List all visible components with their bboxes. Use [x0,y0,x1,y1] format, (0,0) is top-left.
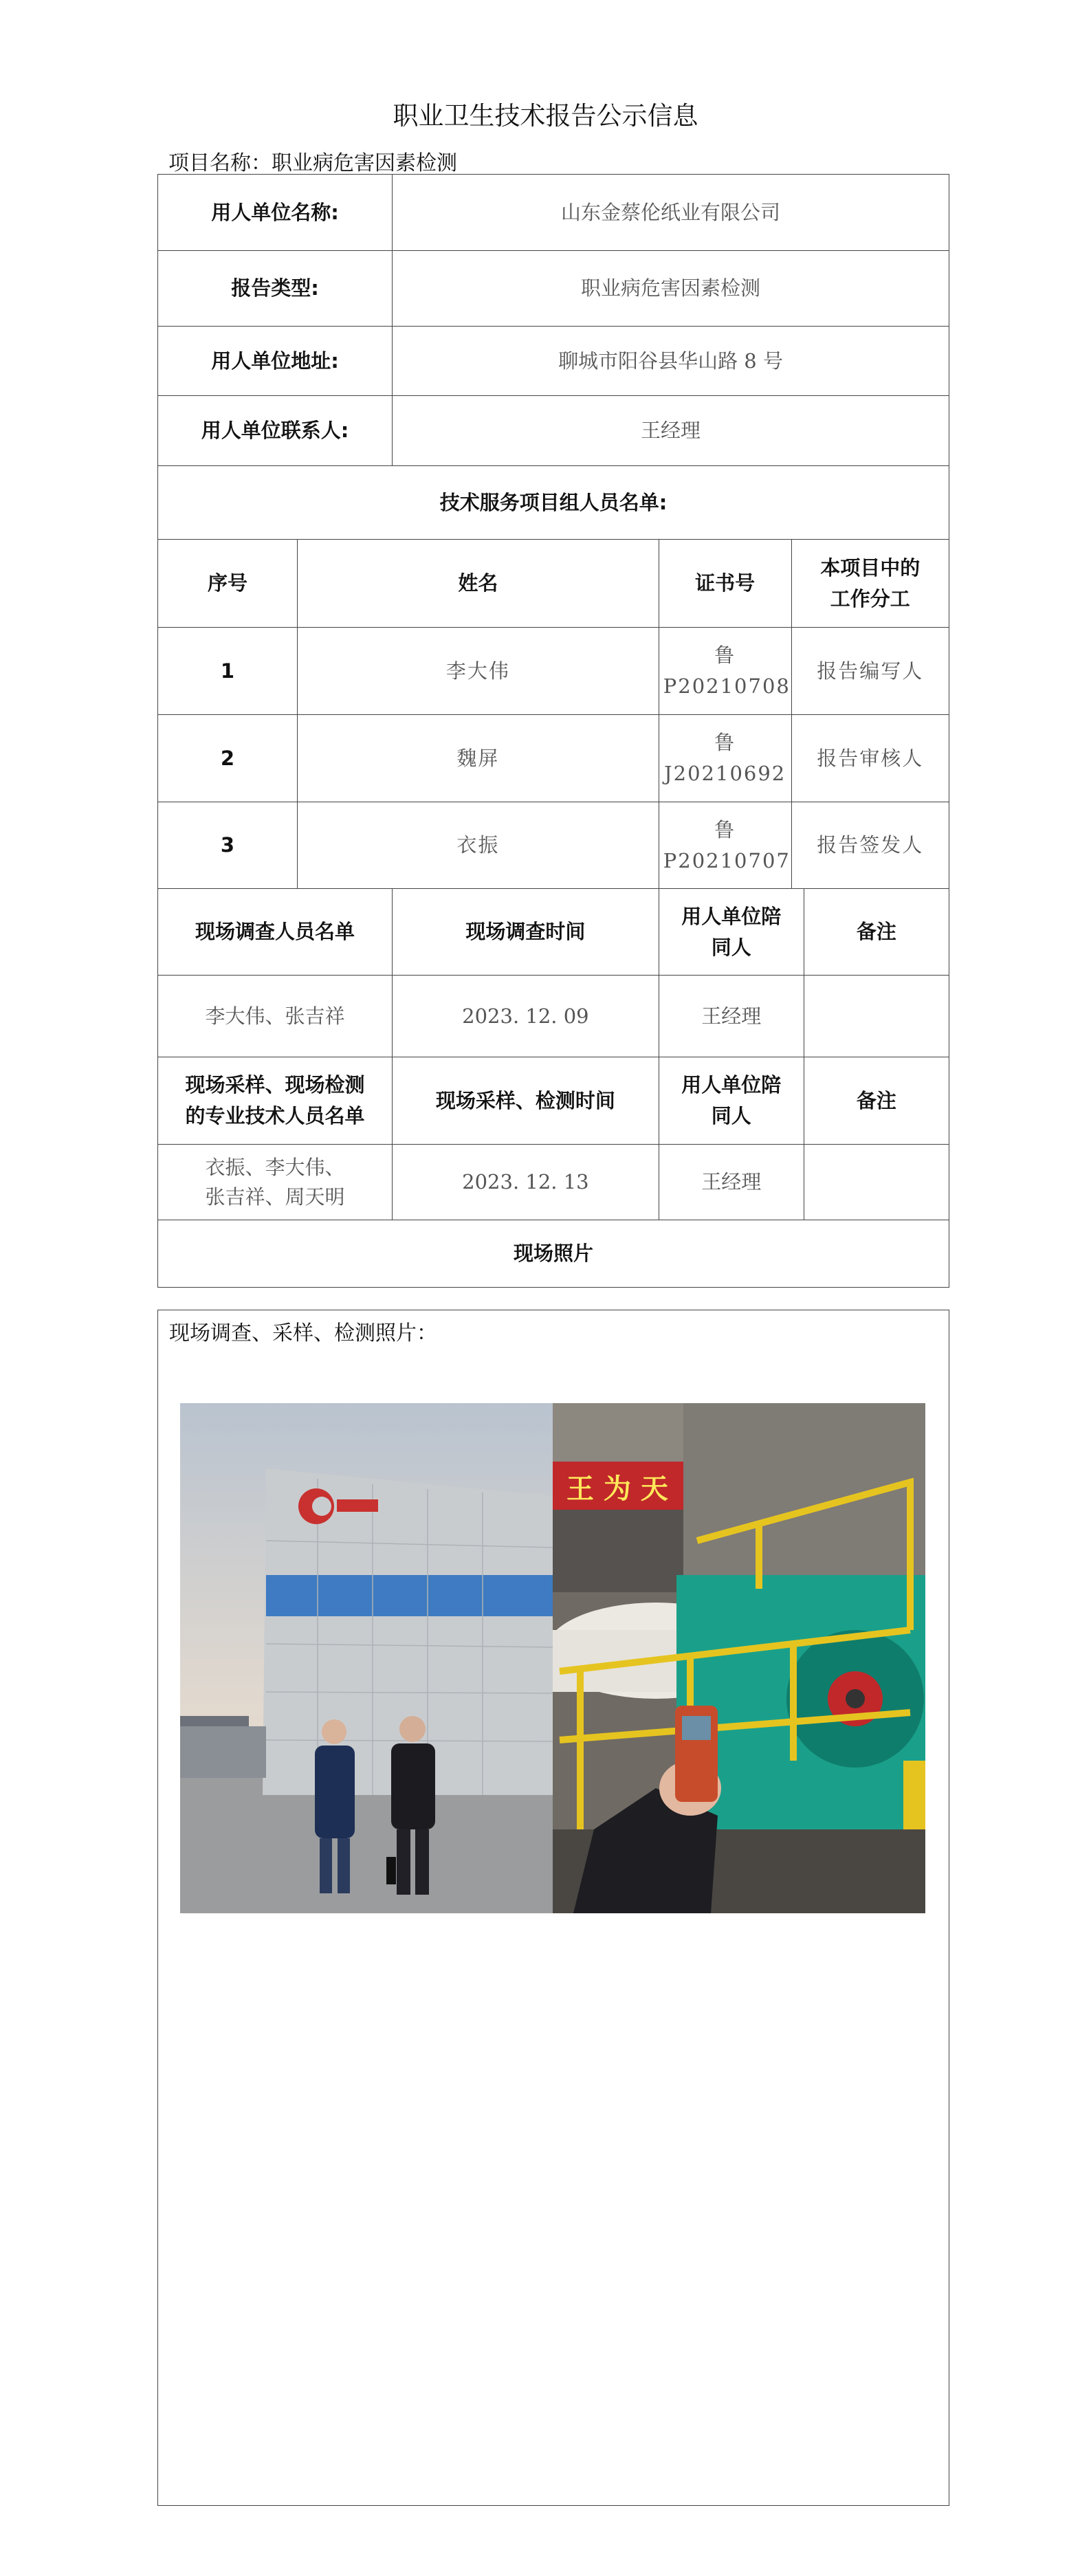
address-value: 聊城市阳谷县华山路 8 号 [393,327,949,396]
team-role: 报告审核人 [791,715,949,802]
report-type-label: 报告类型: [158,251,393,327]
team-name: 魏屏 [297,715,659,802]
employer-name-label: 用人单位名称: [158,175,393,251]
sampling-remark-header: 备注 [804,1057,949,1145]
team-cert: 鲁 P20210707 [659,802,791,889]
project-name: 项目名称：职业病危害因素检测 [168,151,457,175]
report-type-value: 职业病危害因素检测 [393,251,949,327]
sampling-row [158,1145,949,1220]
sampling-accomp-header-line1: 用人单位陪 [681,1073,782,1097]
employer-name-value: 山东金蔡伦纸业有限公司 [393,175,949,251]
report-type-row [158,251,949,327]
sampling-header-row [158,1057,949,1145]
name-header: 姓名 [297,540,659,628]
sampling-staff-line1: 衣振、李大伟、 [205,1156,345,1180]
sampling-staff-header-line1: 现场采样、现场检测 [185,1073,365,1097]
sampling-staff-line2: 张吉祥、周天明 [205,1185,345,1209]
site-survey-photo [180,1403,553,1913]
team-row [158,802,949,889]
photo-section [157,1310,949,2506]
sampling-remark [804,1145,949,1220]
sampling-staff-header-line2: 的专业技术人员名单 [185,1104,365,1127]
team-row [158,715,949,802]
team-heading-row [158,466,949,540]
factory-sign-text: 王 为 天 [566,1473,668,1505]
contact-row [158,396,949,466]
sampling-staff-header [158,1057,393,1145]
survey-header-row [158,889,949,976]
survey-accomp-header [659,889,804,976]
survey-accomp-header-line2: 同人 [711,935,751,959]
survey-staff: 李大伟、张吉祥 [158,976,393,1057]
page-title: 职业卫生技术报告公示信息 [393,101,698,131]
address-label: 用人单位地址: [158,327,393,396]
site-sampling-photo [553,1403,925,1913]
survey-remark [804,976,949,1057]
survey-row [158,976,949,1057]
team-role: 报告编写人 [791,628,949,715]
survey-time: 2023. 12. 09 [393,976,659,1057]
survey-staff-header: 现场调查人员名单 [158,889,393,976]
survey-accomp: 王经理 [659,976,804,1057]
employer-name-row [158,175,949,251]
contact-label: 用人单位联系人: [158,396,393,466]
cert-header: 证书号 [659,540,791,628]
team-row [158,628,949,715]
photo-strip [180,1403,925,1913]
team-name: 衣振 [297,802,659,889]
photo-section-label: 现场调查、采样、检测照片： [169,1321,437,1345]
contact-value: 王经理 [393,396,949,466]
team-cert: 鲁 P20210708 [659,628,791,715]
role-header [791,540,949,628]
survey-accomp-header-line1: 用人单位陪 [681,904,782,928]
address-row [158,327,949,396]
photos-heading-row [158,1220,949,1288]
sampling-time: 2023. 12. 13 [393,1145,659,1220]
seq-header: 序号 [158,540,298,628]
sampling-accomp-header-line2: 同人 [711,1104,751,1127]
team-name: 李大伟 [297,628,659,715]
role-header-line2: 工作分工 [830,586,910,610]
team-cert: 鲁 J20210692 [659,715,791,802]
team-heading: 技术服务项目组人员名单: [158,466,949,540]
photos-heading: 现场照片 [158,1220,949,1288]
team-role: 报告签发人 [791,802,949,889]
team-seq: 2 [158,715,298,802]
survey-remark-header: 备注 [804,889,949,976]
team-seq: 3 [158,802,298,889]
team-seq: 1 [158,628,298,715]
sampling-staff [158,1145,393,1220]
team-header-row [158,540,949,628]
sampling-time-header: 现场采样、检测时间 [393,1057,659,1145]
sampling-accomp-header [659,1057,804,1145]
role-header-line1: 本项目中的 [820,555,921,580]
survey-time-header: 现场调查时间 [393,889,659,976]
sampling-accomp: 王经理 [659,1145,804,1220]
info-table [157,174,949,1288]
